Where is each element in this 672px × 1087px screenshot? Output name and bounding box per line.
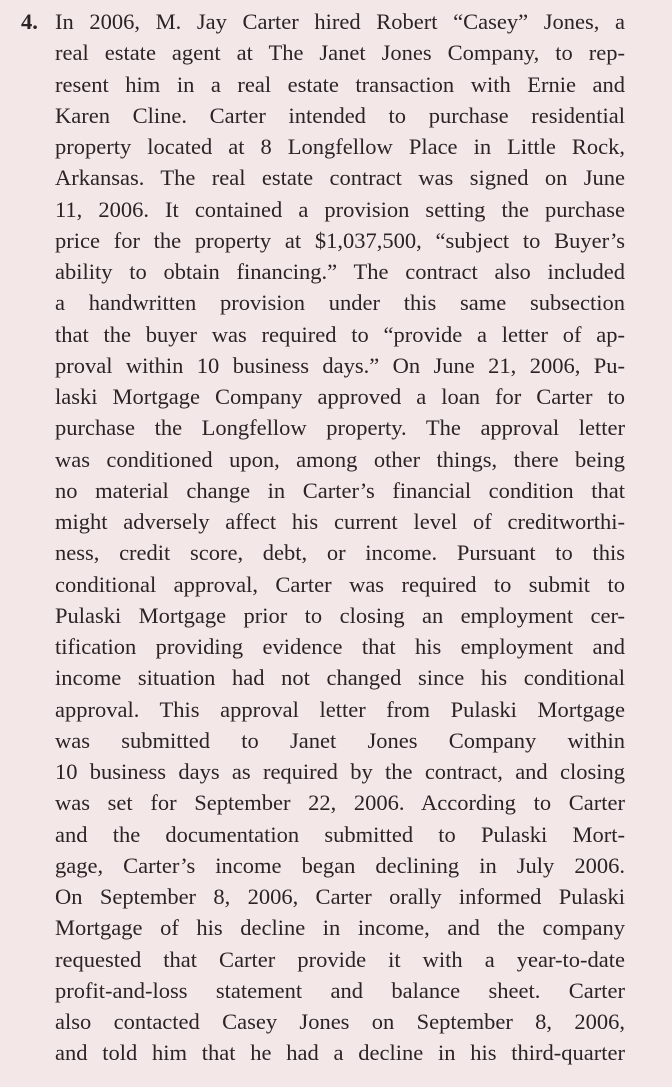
- text-line: no material change in Carter’s financial condition that: [55, 477, 625, 503]
- text-line: proval within 10 business days.” On June 21, 2006, Pu-: [55, 352, 625, 378]
- text-line: 11, 2006. It contained a provision setting the purchase: [55, 196, 625, 222]
- text-line: laski Mortgage Company approved a loan for Carter to: [55, 384, 625, 409]
- text-line: was set for September 22, 2006. According to Carter: [55, 790, 625, 816]
- text-line: price for the property at $1,037,500, “subject to Buyer’s: [55, 227, 625, 253]
- text-line: In 2006, M. Jay Carter hired Robert “Casey” Jones, a: [55, 9, 625, 34]
- problem-text: [55, 6, 625, 1069]
- text-line: was submitted to Janet Jones Company within: [55, 727, 625, 753]
- text-line: Karen Cline. Carter intended to purchase residential: [55, 102, 625, 128]
- text-line: approval. This approval letter from Pulaski Mortgage: [55, 696, 625, 722]
- text-line: Arkansas. The real estate contract was signed on June: [55, 165, 625, 191]
- problem-4: [21, 6, 625, 1069]
- text-line: ability to obtain financing.” The contract also included: [55, 259, 625, 284]
- text-line: On September 8, 2006, Carter orally informed Pulaski: [55, 884, 625, 909]
- text-line: resent him in a real estate transaction with Ernie and: [55, 71, 625, 97]
- text-line: and told him that he had a decline in his third-quarter: [55, 1040, 625, 1066]
- text-line: real estate agent at The Janet Jones Company, to rep-: [55, 40, 625, 66]
- text-line: property located at 8 Longfellow Place in Little Rock,: [55, 134, 625, 159]
- text-line: profit-and-loss statement and balance sheet. Carter: [55, 977, 625, 1003]
- text-line: 10 business days as required by the contract, and closing: [55, 759, 625, 784]
- text-line: also contacted Casey Jones on September 8, 2006,: [55, 1009, 625, 1034]
- text-line: income situation had not changed since his conditional: [55, 665, 625, 691]
- text-line: Mortgage of his decline in income, and the company: [55, 915, 625, 941]
- text-line: a handwritten provision under this same subsection: [55, 290, 625, 316]
- text-line: and the documentation submitted to Pulaski Mort-: [55, 821, 625, 847]
- text-line: tification providing evidence that his employment and: [55, 634, 625, 659]
- text-line: purchase the Longfellow property. The approval letter: [55, 415, 625, 441]
- text-line: was conditioned upon, among other things, there being: [55, 446, 625, 472]
- text-line: that the buyer was required to “provide a letter of ap-: [55, 321, 625, 347]
- text-line: gage, Carter’s income began declining in July 2006.: [55, 852, 625, 878]
- text-line: ness, credit score, debt, or income. Pursuant to this: [55, 540, 625, 566]
- problem-number: 4.: [21, 9, 38, 34]
- text-line: might adversely affect his current level of creditworthi-: [55, 509, 625, 534]
- text-line: Pulaski Mortgage prior to closing an employment cer-: [55, 602, 625, 628]
- text-line: requested that Carter provide it with a year-to-date: [55, 946, 625, 972]
- text-line: conditional approval, Carter was required to submit to: [55, 571, 625, 597]
